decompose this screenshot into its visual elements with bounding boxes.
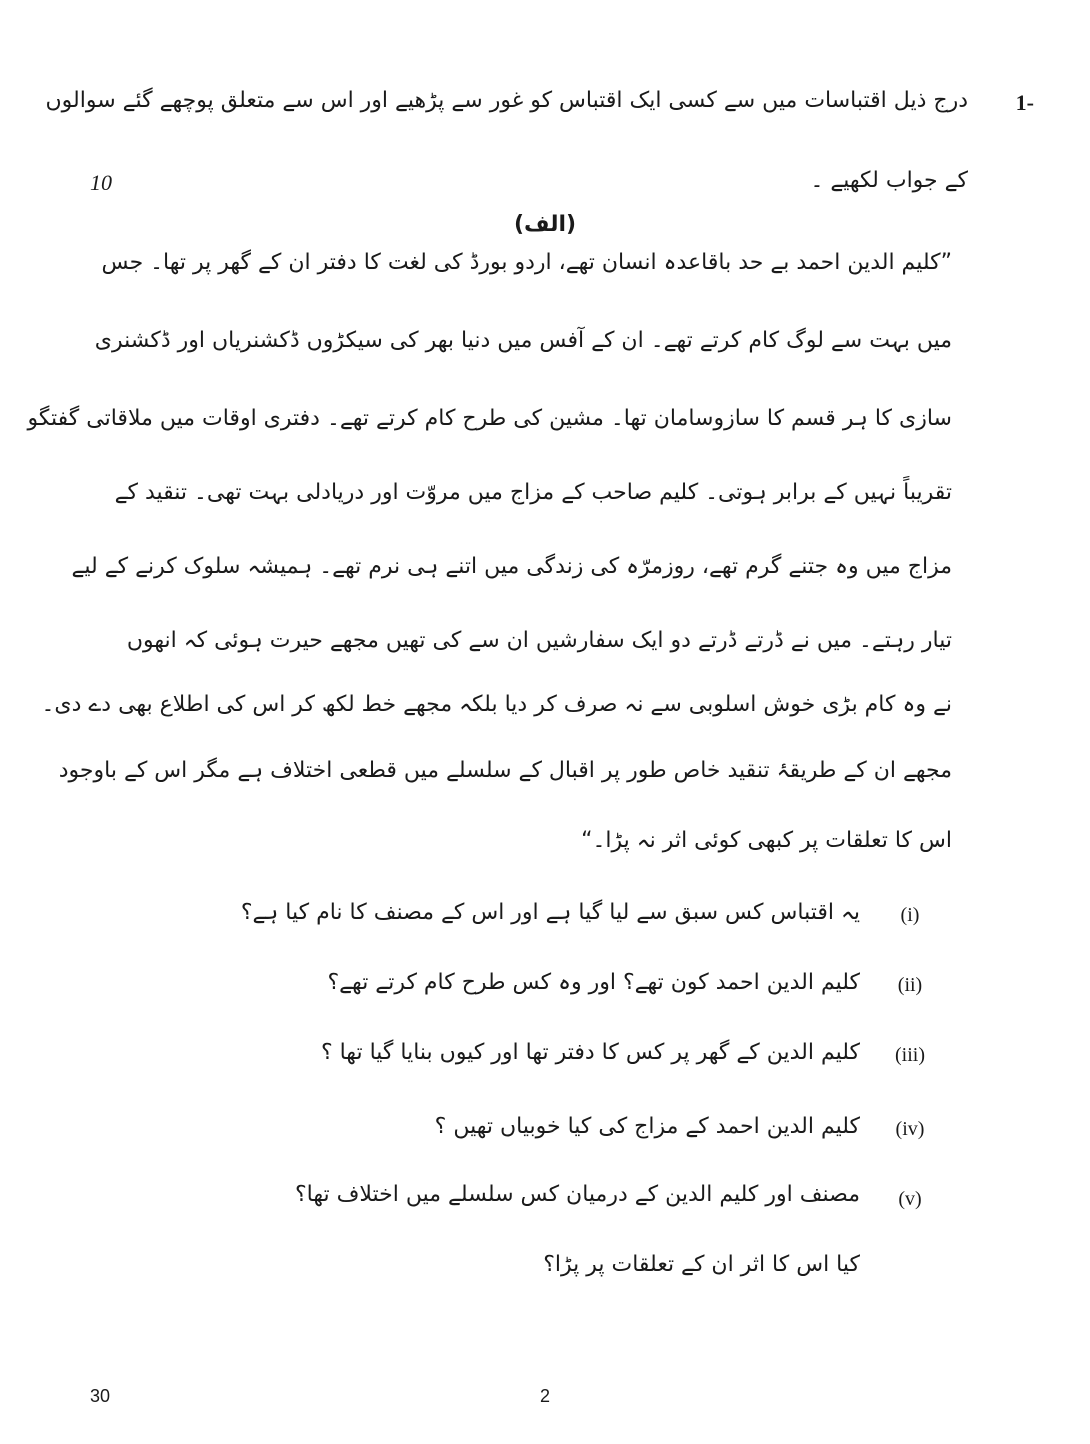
subquestion-text: کیا اس کا اثر ان کے تعلقات پر پڑا؟: [543, 1252, 860, 1277]
passage-line: سازی کا ہر قسم کا سازوسامان تھا۔ مشین کی طرح کام کرتے تھے۔ دفتری اوقات میں ملاقاتی گفتگو: [27, 406, 952, 431]
passage-line: میں بہت سے لوگ کام کرتے تھے۔ ان کے آفس میں دنیا بھر کی سیکڑوں ڈکشنریاں اور ڈکشنری: [94, 328, 952, 353]
passage-line: تیار رہتے۔ میں نے ڈرتے ڈرتے دو ایک سفارشیں ان سے کی تھیں مجھے حیرت ہوئی کہ انھوں: [126, 628, 952, 653]
subquestion-label: (iii): [895, 1044, 925, 1066]
passage-line: ”کلیم الدین احمد بے حد باقاعدہ انسان تھے، اردو بورڈ کی لغت کا دفتر ان کے گھر پر تھا۔ جس: [101, 250, 952, 275]
subquestion-label: (iv): [895, 1118, 925, 1140]
question-number: 1-: [1015, 90, 1034, 115]
passage-line: مزاج میں وہ جتنے گرم تھے، روزمرّہ کی زندگی میں اتنے ہی نرم تھے۔ ہمیشہ سلوک کرنے کے لیے: [71, 554, 952, 579]
question-instruction-line2: کے جواب لکھیے ۔: [810, 168, 968, 193]
subquestion-label: (v): [898, 1188, 922, 1210]
subquestion-text: کلیم الدین احمد کے مزاج کی کیا خوبیاں تھیں ؟: [434, 1114, 860, 1139]
paper-code: 30: [90, 1386, 111, 1406]
subquestion-label: (ii): [897, 974, 923, 996]
subquestion-text: مصنف اور کلیم الدین کے درمیان کس سلسلے میں اختلاف تھا؟: [294, 1182, 860, 1207]
question-instruction-line1: درج ذیل اقتباسات میں سے کسی ایک اقتباس کو غور سے پڑھیے اور اس سے متعلق پوچھے گئے سوالوں: [45, 88, 968, 113]
passage-line: مجھے ان کے طریقۂ تنقید خاص طور پر اقبال کے سلسلے میں قطعی اختلاف ہے مگر اس کے باوجود: [58, 758, 952, 783]
subquestion-text: کلیم الدین احمد کون تھے؟ اور وہ کس طرح کام کرتے تھے؟: [327, 970, 860, 995]
question-marks: 10: [90, 170, 112, 195]
passage-line: اس کا تعلقات پر کبھی کوئی اثر نہ پڑا۔“: [581, 828, 952, 853]
subquestion-text: کلیم الدین کے گھر پر کس کا دفتر تھا اور کیوں بنایا گیا تھا ؟: [320, 1040, 860, 1065]
subquestion-label: (i): [900, 904, 920, 926]
subquestion-text: یہ اقتباس کس سبق سے لیا گیا ہے اور اس کے مصنف کا نام کیا ہے؟: [240, 900, 860, 925]
section-title: (الف): [513, 212, 577, 237]
passage-line: نے وہ کام بڑی خوش اسلوبی سے نہ صرف کر دیا بلکہ مجھے خط لکھ کر اس کی اطلاع بھی دے دی۔: [41, 692, 952, 717]
passage-line: تقریباً نہیں کے برابر ہوتی۔ کلیم صاحب کے مزاج میں مروّت اور دریادلی بہت تھی۔ تنقید کے: [114, 480, 952, 505]
page-number: 2: [539, 1386, 550, 1406]
